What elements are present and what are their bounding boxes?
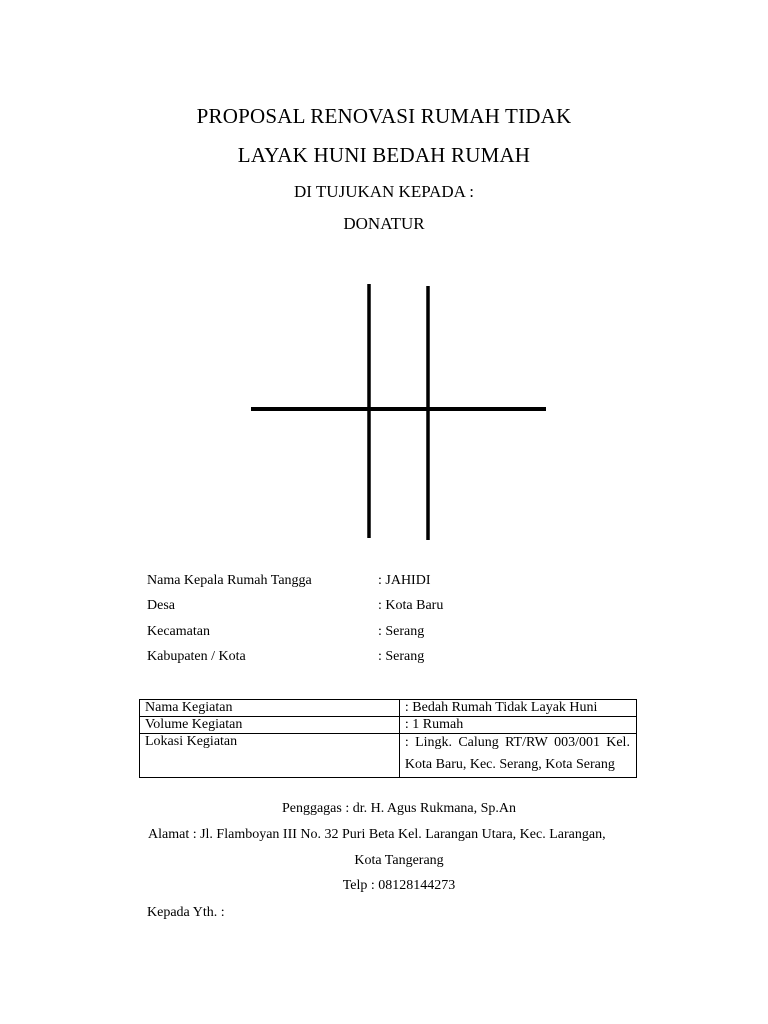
village-value: : Kota Baru (378, 598, 444, 613)
district-label: Kecamatan (147, 624, 210, 639)
activity-location-value (399, 734, 636, 778)
title-line-1: PROPOSAL RENOVASI RUMAH TIDAK (196, 104, 572, 128)
regency-label: Kabupaten / Kota (147, 649, 246, 664)
location-line-2: Kota Baru, Kec. Serang, Kota Serang (404, 757, 615, 772)
initiator-address-line-2: Kota Tangerang (354, 853, 444, 868)
initiator-address-line-1: Alamat : Jl. Flamboyan III No. 32 Puri Beta Kel. Larangan Utara, Kec. Larangan, (148, 827, 606, 842)
district-value: : Serang (378, 624, 425, 639)
location-word: 003/001 (554, 735, 600, 750)
location-word: : (404, 735, 409, 750)
location-word: Lingk. (415, 735, 453, 750)
village-label: Desa (147, 598, 175, 613)
location-word: Kel. (606, 735, 630, 750)
activity-volume-value: : 1 Rumah (399, 717, 636, 734)
household-head-value: : JAHIDI (378, 573, 431, 588)
activity-location-label: Lokasi Kegiatan (140, 734, 400, 778)
regency-value: : Serang (378, 649, 425, 664)
location-word: Calung (458, 735, 499, 750)
title-line-2: LAYAK HUNI BEDAH RUMAH (237, 143, 531, 167)
location-line-1 (405, 734, 636, 752)
activity-table (139, 699, 637, 778)
table-row (140, 734, 637, 778)
initiator-phone: Telp : 08128144273 (342, 878, 456, 893)
addressed-to-heading: DI TUJUKAN KEPADA : (294, 182, 474, 201)
activity-volume-label: Volume Kegiatan (140, 717, 400, 734)
recipient-label: Kepada Yth. : (147, 905, 225, 920)
activity-name-label: Nama Kegiatan (140, 700, 400, 717)
household-head-label: Nama Kepala Rumah Tangga (147, 573, 312, 588)
table-row (140, 700, 637, 717)
table-row (140, 717, 637, 734)
activity-name-value: : Bedah Rumah Tidak Layak Huni (399, 700, 636, 717)
donor-heading: DONATUR (343, 214, 425, 233)
initiator-name: Penggagas : dr. H. Agus Rukmana, Sp.An (281, 801, 517, 816)
location-word: RT/RW (505, 735, 548, 750)
